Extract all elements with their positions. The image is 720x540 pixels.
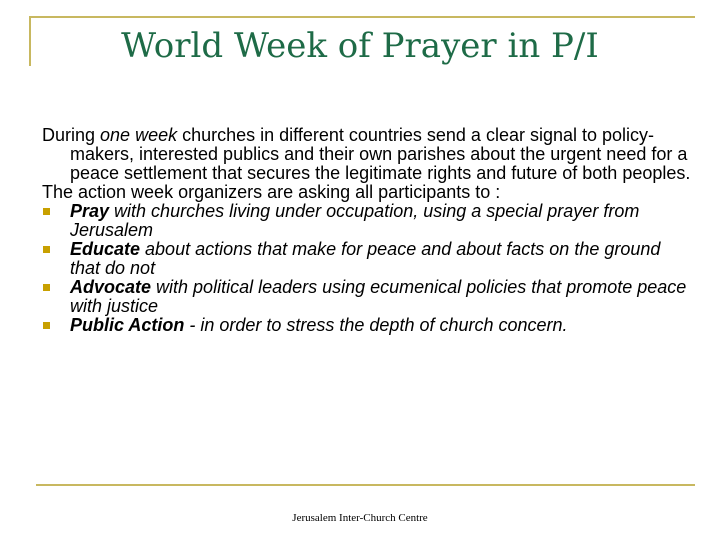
request-paragraph: The action week organizers are asking all participants to : (42, 182, 501, 202)
action-item-educate (42, 240, 692, 278)
intro-emphasis: one week (100, 125, 178, 145)
footer-rule (36, 484, 695, 486)
slide-body (42, 126, 692, 335)
intro-prefix: During (42, 125, 101, 145)
action-item-pray (42, 202, 692, 240)
action-item-public-action (42, 316, 692, 335)
action-lead: Pray (70, 201, 110, 221)
intro-paragraph (42, 126, 692, 183)
frame-top-rule (29, 16, 695, 18)
intro-suffix: churches in different countries send a clear signal to policy-makers, interested publics and their own parishes about the urgent need for a peace settlement that secures the legitimate rights and future of both peoples. (70, 125, 691, 183)
action-text: with political leaders using ecumenical policies that promote peace with justice (70, 277, 687, 316)
square-bullet-icon (43, 208, 50, 215)
action-item-advocate (42, 278, 692, 316)
action-text: - in order to stress the depth of church concern. (184, 315, 568, 335)
action-lead: Educate (70, 239, 141, 259)
square-bullet-icon (43, 284, 50, 291)
action-text: about actions that make for peace and about facts on the ground that do not (70, 239, 661, 278)
slide-title: World Week of Prayer in P/I (121, 26, 599, 66)
action-list (42, 202, 692, 335)
action-lead: Public Action (70, 315, 185, 335)
square-bullet-icon (43, 322, 50, 329)
footer-text: Jerusalem Inter-Church Centre (292, 512, 428, 524)
action-text: with churches living under occupation, using a special prayer from Jerusalem (70, 201, 640, 240)
action-lead: Advocate (70, 277, 152, 297)
square-bullet-icon (43, 246, 50, 253)
